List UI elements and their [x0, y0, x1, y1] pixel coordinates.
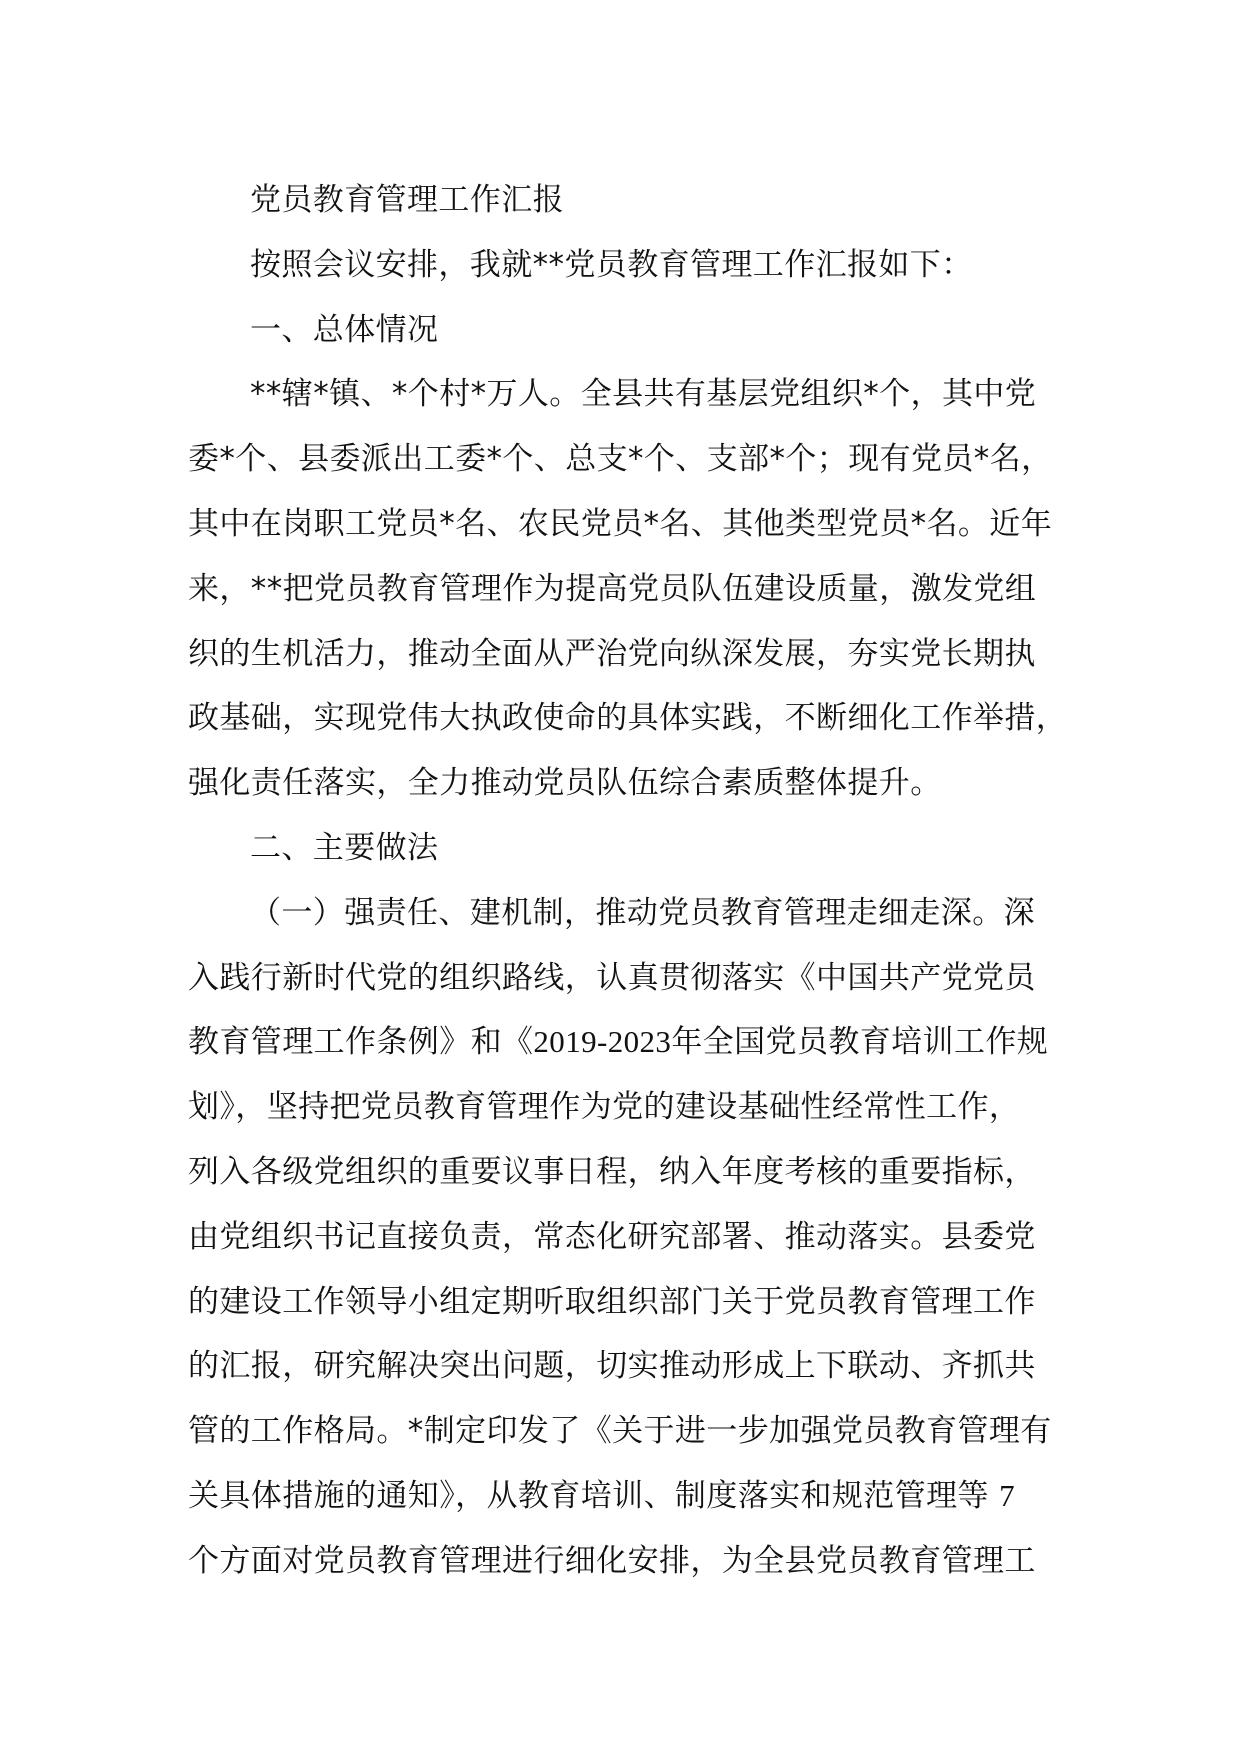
paragraph-line: 管的工作格局。*制定印发了《关于进一步加强党员教育管理有 — [188, 1413, 1052, 1450]
paragraph-line: 划》，坚持把党员教育管理作为党的建设基础性经常性工作， — [188, 1089, 1021, 1126]
paragraph-line: 织的生机活力，推动全面从严治党向纵深发展，夯实党长期执 — [188, 635, 1036, 672]
paragraph-line: （一）强责任、建机制，推动党员教育管理走细走深。深 — [250, 894, 1035, 931]
paragraph-line: 其中在岗职工党员*名、农民党员*名、其他类型党员*名。近年 — [188, 505, 1053, 542]
paragraph-line: 的汇报，研究解决突出问题，切实推动形成上下联动、齐抓共 — [188, 1348, 1036, 1385]
paragraph-line: 的建设工作领导小组定期听取组织部门关于党员教育管理工作 — [188, 1283, 1036, 1320]
paragraph-line: 强化责任落实，全力推动党员队伍综合素质整体提升。 — [188, 765, 942, 802]
paragraph-line: 入践行新时代党的组织路线，认真贯彻落实《中国共产党党员 — [188, 959, 1036, 996]
paragraph-line: 政基础，实现党伟大执政使命的具体实践，不断细化工作举措， — [188, 700, 1068, 737]
document-title: 党员教育管理工作汇报 — [250, 182, 564, 218]
paragraph-line — [188, 1010, 1070, 1075]
year-range: 2019-2023 — [533, 1024, 672, 1060]
paragraph-text: 关具体措施的通知》，从教育培训、制度落实和规范管理等 — [188, 1477, 989, 1514]
section-heading-overview: 一、总体情况 — [250, 311, 439, 348]
paragraph-line — [188, 1464, 1070, 1529]
paragraph-line: 由党组织书记直接负责，常态化研究部署、推动落实。县委党 — [188, 1218, 1036, 1255]
document-body — [188, 168, 1070, 1594]
section-heading-practices: 二、主要做法 — [250, 829, 439, 866]
intro-paragraph: 按照会议安排，我就**党员教育管理工作汇报如下： — [250, 246, 973, 283]
paragraph-line: 委*个、县委派出工委*个、总支*个、支部*个；现有党员*名， — [188, 441, 1053, 478]
paragraph-line: **辖*镇、*个村*万人。全县共有基层党组织*个，其中党 — [250, 376, 1037, 413]
paragraph-line: 个方面对党员教育管理进行细化安排，为全县党员教育管理工 — [188, 1542, 1036, 1579]
paragraph-line: 来，**把党员教育管理作为提高党员队伍建设质量，激发党组 — [188, 570, 1037, 607]
count-number: 7 — [999, 1477, 1016, 1513]
paragraph-line: 列入各级党组织的重要议事日程，纳入年度考核的重要指标， — [188, 1153, 1036, 1190]
paragraph-text: 教育管理工作条例》和《 — [188, 1024, 534, 1061]
paragraph-text: 年全国党员教育培训工作规 — [671, 1024, 1049, 1061]
